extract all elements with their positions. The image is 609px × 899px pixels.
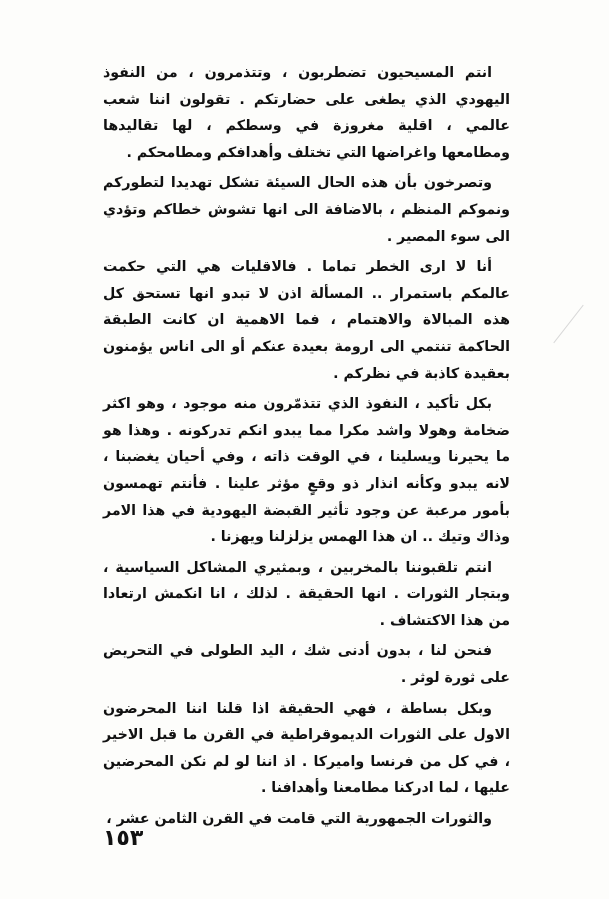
paragraph-7: وبكل بساطة ، فهي الحقيقة اذا قلنا اننا المحرضون الاول على الثورات الديموقراطية في القرن ما قبل الاخير ، في كل من فرنسا واميركا . اذ اننا لو لم نكن المحرضين عليها ، لما ادركنا مطامعنا وأهدافنا . (103, 700, 510, 797)
paragraph-4: بكل تأكيد ، النفوذ الذي تتذمّرون منه موجود ، وهو اكثر ضخامة وهولا واشد مكرا مما يبدو انكم تدركونه . وهذا هو ما يحيرنا ويسلينا ، في الوقت ذاته ، وفي أحيان يغضبنا ، لانه يبدو وكأنه انذار ذو وقعٍ مؤثر علينا . فأنتم تهمسون بأمور مرعبة عن وجود تأثير القبضة اليهودية في هذا الامر وذاك وتيك .. ان هذا الهمس يزلزلنا ويهزنا . (103, 396, 510, 546)
paragraph-5: انتم تلقبوننا بالمخربين ، وبمثيري المشاكل السياسية ، وبتجار الثورات . انها الحقيقة . لذلك ، انا انكمش ارتعادا من هذا الاكتشاف . (103, 559, 510, 629)
paragraph-8: والثورات الجمهورية التي قامت في القرن الثامن عشر ، (106, 811, 492, 828)
paragraph-3: أنا لا ارى الخطر تماما . فالاقليات هي التي حكمت عالمكم باستمرار .. المسألة اذن لا تبدو انها تستحق كل هذه المبالاة والاهتمام ، فما الاهمية ان كانت الطبقة الحاكمة تنتمي الى ارومة بعيدة عنكم أو الى اناس يؤمنون بعقيدة كاذبة في نظركم . (103, 259, 510, 382)
paragraph-1: انتم المسيحيون تضطربون ، وتتذمرون ، من النفوذ اليهودي الذي يطغى على حضارتكم . تقولون اننا شعب عالمي ، اقلية مغروزة في وسطكم ، لها تقاليدها ومطامعها واغراضها التي تختلف وأهدافكم ومطامحكم . (103, 65, 510, 161)
paragraph-2: وتصرخون بأن هذه الحال السيئة تشكل تهديدا لتطوركم ونموكم المنظم ، بالاضافة الى انها تشوش خطاكم وتؤدي الى سوء المصير . (103, 175, 510, 245)
body-text (103, 60, 510, 837)
paragraph-6: فنحن لنا ، بدون أدنى شك ، اليد الطولى في التحريض على ثورة لوثر . (103, 643, 510, 687)
scan-artifact-line (553, 305, 583, 343)
page-number: ١٥٣ (103, 826, 144, 851)
